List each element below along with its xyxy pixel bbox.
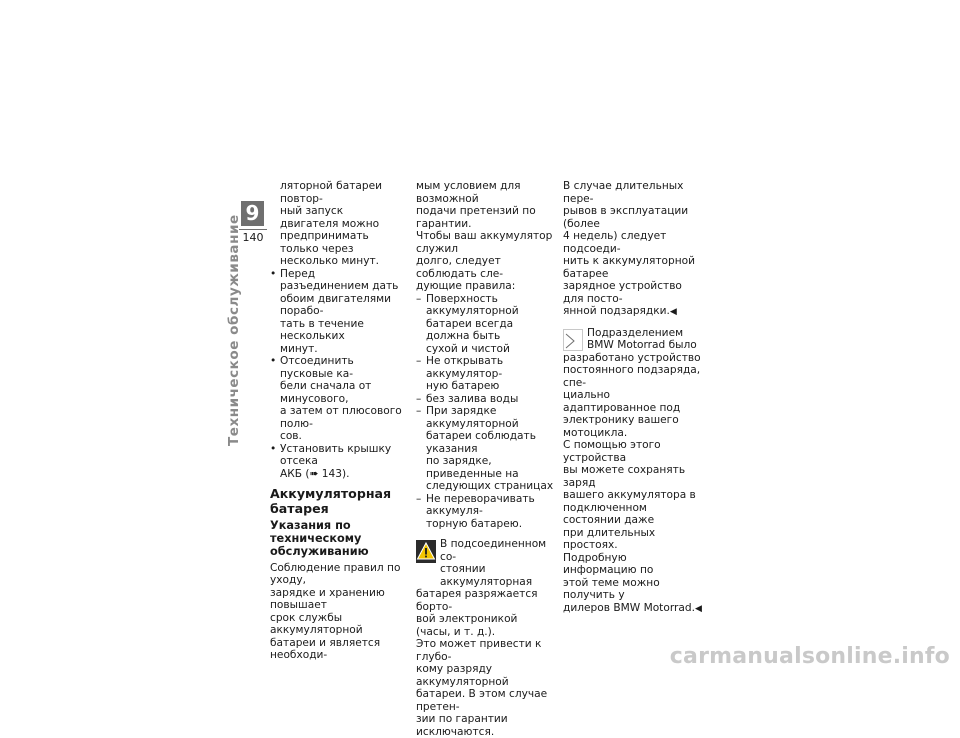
continued-text: ляторной батареи повтор- ный запуск двигателя можно предпринимать только через несколько минут. <box>280 180 382 267</box>
dash-item: – без залива воды <box>416 393 554 406</box>
dash-item: – При зарядке аккумуляторной батареи соблюдать указания по зарядке, приведенные на следующих страницах <box>416 405 554 493</box>
end-of-section-icon: ◀ <box>694 603 702 614</box>
chapter-title-vertical: Техническое обслуживание <box>226 214 242 446</box>
info-note: Подразделением BMW Motorrad было разработано устройство постоянного подзаряда, спе- циально адаптированное под электронику вашего мотоцикла. С помощью этого устройства вы можете сохранять заряд вашего аккумулятора в подключенном состоянии даже при длительных простоях. Подробную информацию по этой теме можно получить у дилеров BMW Motorrad.◀ <box>563 326 702 614</box>
end-of-section-icon: ◀ <box>669 307 677 317</box>
body-paragraph: В случае длительных пере- рывов в эксплуатации (более 4 недель) следует подсоеди- нить к аккумуляторной батарее зарядное устройство для посто- янной подзарядки.◀ <box>563 180 695 317</box>
section-heading: Аккумуляторная батарея <box>270 486 392 516</box>
text-column-2 <box>416 180 554 738</box>
bullet-item: • Установить крышку отсека АКБ (➠ 143). <box>270 443 402 481</box>
dash-item: – Поверхность аккумуляторной батареи всегда должна быть сухой и чистой <box>416 293 554 356</box>
bullet-item: • Перед разъединением дать обоим двигателями порабо- тать в течение нескольких минут. <box>270 268 402 356</box>
text-column-1 <box>270 180 402 662</box>
warning-triangle-icon <box>416 540 436 563</box>
cross-reference-link[interactable]: АКБ (➠ 143). <box>280 467 350 480</box>
dash-item: – Не открывать аккумулятор- ную батарею <box>416 355 554 393</box>
body-paragraph: мым условием для возможной подачи претензий по гарантии. Чтобы ваш аккумулятор служил долго, следует соблюдать сле- дующие правила: <box>416 180 553 292</box>
bullet-item: • Отсоединить пусковые ка- бели сначала от минусового, а затем от плюсового полю- сов. <box>270 355 402 443</box>
text-column-3 <box>563 180 703 615</box>
info-corner-icon <box>563 329 583 351</box>
body-paragraph: Соблюдение правил по уходу, зарядке и хранению повышает срок службы аккумуляторной батареи и является необходи- <box>270 561 401 662</box>
subsection-heading: Указания по техническому обслуживанию <box>270 519 369 559</box>
chapter-number-badge: 9 <box>241 201 264 226</box>
dash-item: – Не переворачивать аккумуля- торную батарею. <box>416 493 554 531</box>
warning-note: В подсоединенном со- стоянии аккумуляторная батарея разряжается борто- вой электроникой (часы, и т. д.). Это может привести к глубо- кому разряду аккумуляторной батареи. В этом случае претен- зии по гарантии исключаются. <box>416 538 548 738</box>
page-number: 140 <box>239 229 267 244</box>
site-watermark: carmanualsonline.info <box>669 644 950 669</box>
